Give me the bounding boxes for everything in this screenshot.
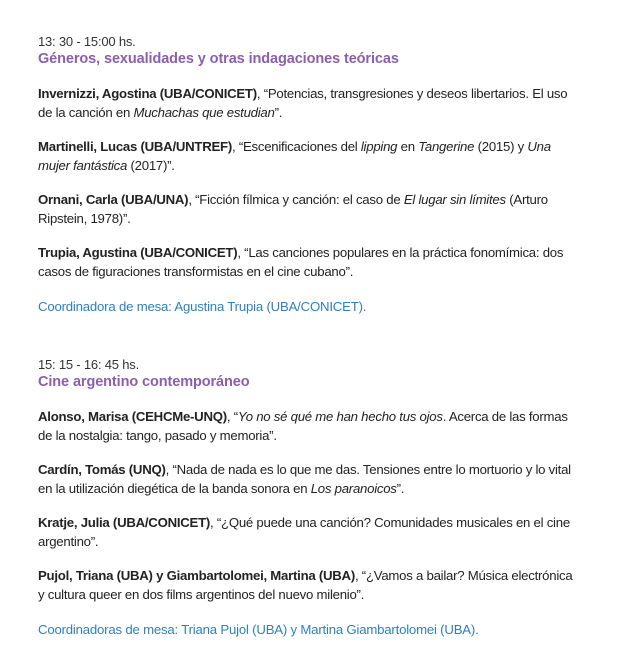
talk-text: , “: [226, 409, 238, 424]
talk-text: en: [397, 139, 419, 154]
talk-text: en la utilización diegética de la banda sonora en: [38, 481, 311, 496]
talk-author: Ornani, Carla (UBA/UNA): [38, 192, 189, 207]
talk-text: y cultura queer en dos films argentinos del nuevo milenio”.: [38, 587, 365, 602]
talk-text: ”.: [396, 481, 405, 496]
talk-entry: [38, 460, 578, 498]
talk-author: Trupia, Agustina (UBA/CONICET): [38, 245, 238, 260]
talk-text: (Arturo: [505, 192, 548, 207]
talk-author: Kratje, Julia (UBA/CONICET): [38, 515, 211, 530]
talk-text: de la canción en: [38, 105, 134, 120]
talk-entry: [38, 84, 578, 122]
talk-entry: [38, 407, 578, 445]
session-coordinator: Coordinadora de mesa: Agustina Trupia (UBA/CONICET).: [38, 299, 367, 314]
talk-work-title: Yo no sé qué me han hecho tus ojos: [237, 409, 443, 424]
talk-text: , “Ficción fílmica y canción: el caso de: [188, 192, 404, 207]
talk-text: . Acerca de las formas: [442, 409, 568, 424]
talk-author: Invernizzi, Agostina (UBA/CONICET): [38, 86, 257, 101]
talk-text: de la nostalgia: tango, pasado y memoria”.: [38, 428, 277, 443]
session-title: Géneros, sexualidades y otras indagaciones teóricas: [38, 51, 399, 67]
talk-work-title: Muchachas que estudian: [133, 105, 275, 120]
talk-work-title: Los paranoicos: [310, 481, 397, 496]
talk-text: casos de figuraciones transformistas en el cine cubano”.: [38, 264, 354, 279]
talk-author: Cardín, Tomás (UNQ): [38, 462, 166, 477]
talk-entry: [38, 243, 578, 281]
talk-entry: [38, 137, 578, 175]
talk-author: Martinelli, Lucas (UBA/UNTREF): [38, 139, 232, 154]
talk-work-title: El lugar sin límites: [403, 192, 506, 207]
talk-work-title: lipping: [360, 139, 398, 154]
talk-text: , “¿Qué puede una canción? Comunidades musicales en el cine: [210, 515, 570, 530]
talk-text: (2015) y: [474, 139, 528, 154]
session-title: Cine argentino contemporáneo: [38, 374, 250, 390]
talk-text: , “¿Vamos a bailar? Música electrónica: [354, 568, 573, 583]
talk-text: , “Nada de nada es lo que me das. Tensiones entre lo mortuorio y lo vital: [165, 462, 571, 477]
talk-text: ”.: [274, 105, 283, 120]
talk-text: (2017)”.: [127, 158, 175, 173]
session-coordinator: Coordinadoras de mesa: Triana Pujol (UBA) y Martina Giambartolomei (UBA).: [38, 622, 479, 637]
talk-text: , “Escenificaciones del: [232, 139, 361, 154]
talk-author: Alonso, Marisa (CEHCMe-UNQ): [38, 409, 227, 424]
session-time: 13: 30 - 15:00 hs.: [38, 34, 136, 49]
talk-text: , “Potencias, transgresiones y deseos libertarios. El uso: [256, 86, 568, 101]
session-time: 15: 15 - 16: 45 hs.: [38, 357, 139, 372]
talk-work-title: Tangerine: [418, 139, 475, 154]
session-block: [38, 34, 578, 316]
talk-text: Ripstein, 1978)”.: [38, 211, 131, 226]
talk-entry: [38, 566, 578, 604]
talk-text: , “Las canciones populares en la práctica fonomímica: dos: [237, 245, 564, 260]
talk-work-title: Una: [527, 139, 551, 154]
talk-author: Pujol, Triana (UBA) y Giambartolomei, Martina (UBA): [38, 568, 355, 583]
talk-text: argentino”.: [38, 534, 99, 549]
talk-work-title: mujer fantástica: [38, 158, 128, 173]
talk-entry: [38, 190, 578, 228]
talk-entry: [38, 513, 578, 551]
session-block: [38, 357, 578, 639]
